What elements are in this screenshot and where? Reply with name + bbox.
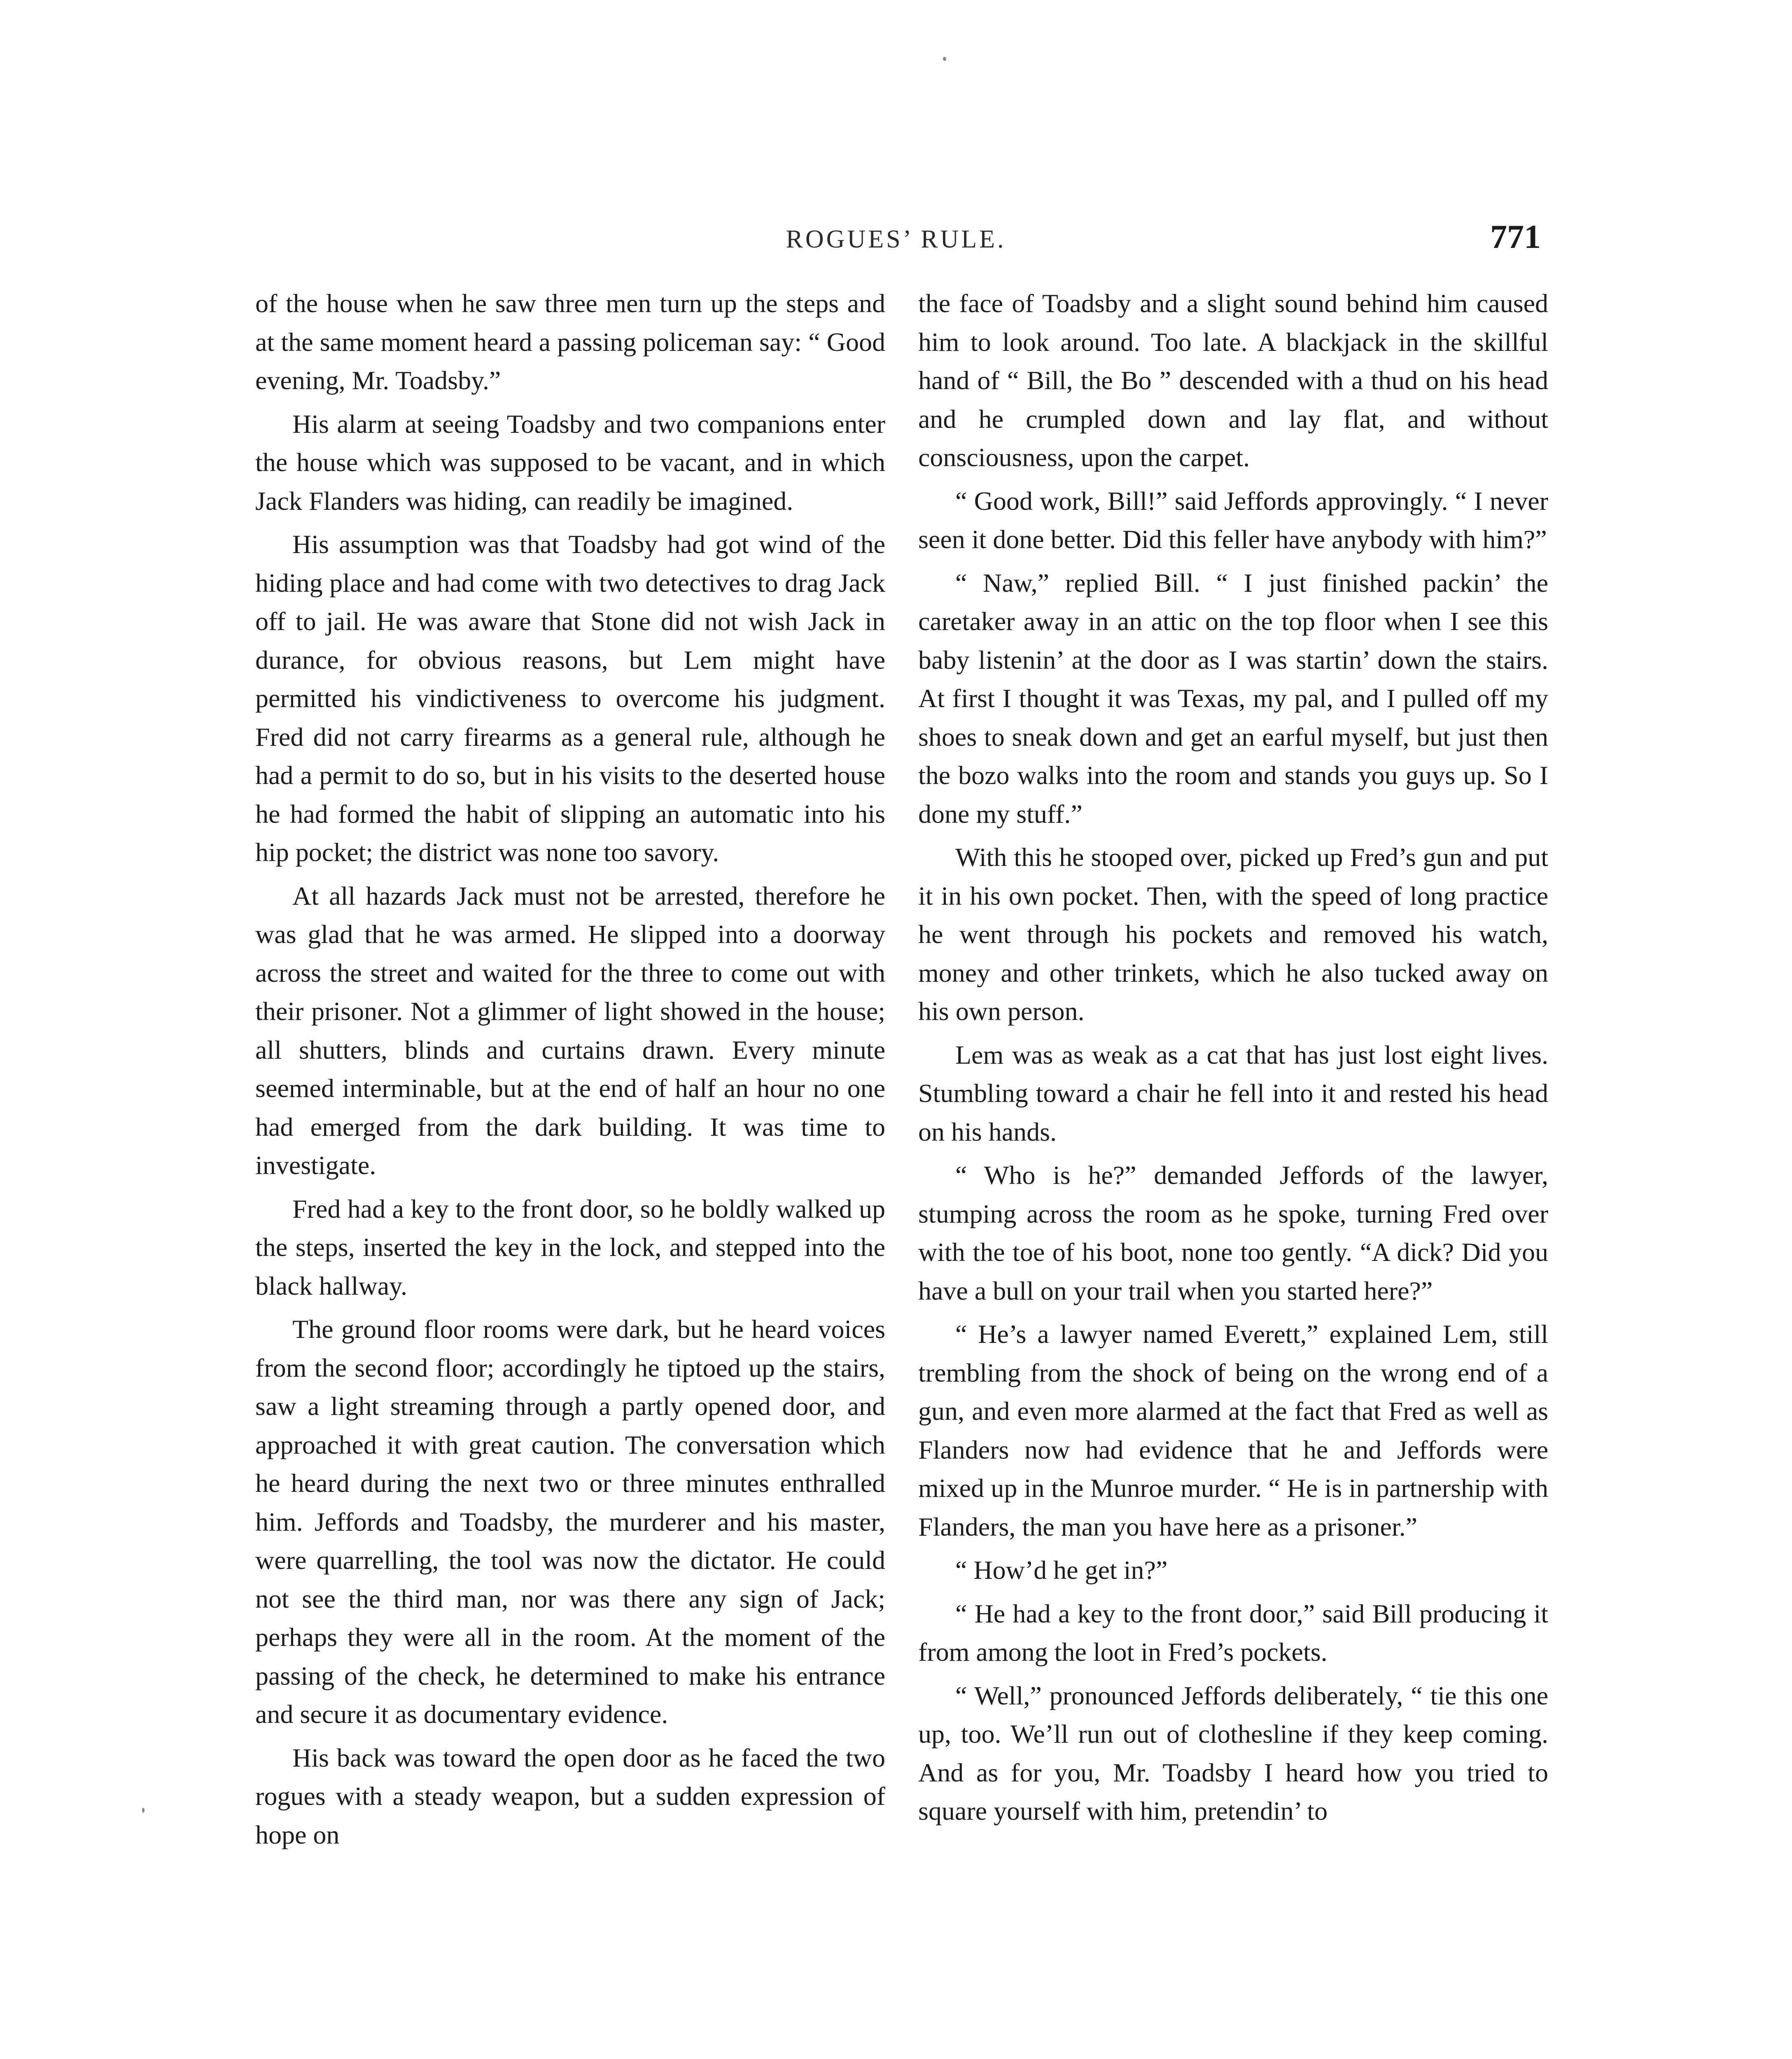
page-number: 771 — [1490, 218, 1541, 255]
paragraph: “ Who is he?” demanded Jeffords of the lawyer, stumping across the room as he spoke, turning Fred over with the toe of his boot, none too gently. “A dick? Did you have a bull on your trail when you started here?” — [918, 1160, 1548, 1305]
paragraph: Lem was as weak as a cat that has just lost eight lives. Stumbling toward a chair he fell into it and rested his head on his hands. — [918, 1040, 1548, 1146]
page-header — [0, 217, 1792, 263]
paragraph: “ Good work, Bill!” said Jeffords approvingly. “ I never seen it done better. Did this feller have anybody with him?” — [918, 486, 1548, 554]
paragraph: “ Naw,” replied Bill. “ I just finished packin’ the caretaker away in an attic on the top floor when I see this baby listenin’ at the door as I was startin’ down the stairs. At first I thought it was Texas, my pal, and I pulled off my shoes to sneak down and get an earful myself, but just then the bozo walks into the room and stands you guys up. So I done my stuff.” — [918, 568, 1548, 829]
scan-speck — [943, 57, 946, 61]
left-column — [255, 284, 885, 2059]
paragraph: “ He had a key to the front door,” said Bill producing it from among the loot in Fred’s pockets. — [918, 1599, 1548, 1667]
right-column — [918, 284, 1548, 2059]
paragraph: Fred had a key to the front door, so he boldly walked up the steps, inserted the key in the lock, and stepped into the black hallway. — [255, 1194, 885, 1300]
paragraph: His assumption was that Toadsby had got wind of the hiding place and had come with two detectives to drag Jack off to jail. He was aware that Stone did not wish Jack in durance, for obvious reasons, but Lem might have permitted his vindictiveness to overcome his judgment. Fred did not carry firearms as a general rule, although he had a permit to do so, but in his visits to the deserted house he had formed the habit of slipping an automatic into his hip pocket; the district was none too savory. — [255, 530, 885, 867]
paragraph: “ He’s a lawyer named Everett,” explained Lem, still trembling from the shock of being on the wrong end of a gun, and even more alarmed at the fact that Fred as well as Flanders now had evidence that he and Jeffords were mixed up in the Munroe murder. “ He is in partnership with Flanders, the man you have here as a prisoner.” — [918, 1319, 1548, 1541]
paragraph: the face of Toadsby and a slight sound behind him caused him to look around. Too late. A blackjack in the skillful hand of “ Bill, the Bo ” descended with a thud on his head and he crumpled down and lay flat, and without consciousness, upon the carpet. — [918, 289, 1548, 472]
scan-speck — [142, 1808, 145, 1813]
paragraph: His alarm at seeing Toadsby and two companions enter the house which was supposed to be vacant, and in which Jack Flanders was hiding, can readily be imagined. — [255, 409, 885, 516]
paragraph: of the house when he saw three men turn up the steps and at the same moment heard a passing policeman say: “ Good evening, Mr. Toadsby.” — [255, 289, 885, 395]
paragraph: The ground floor rooms were dark, but he heard voices from the second floor; accordingly he tiptoed up the stairs, saw a light streaming through a partly opened door, and approached it with great caution. The conversation which he heard during the next two or three minutes enthralled him. Jeffords and Toadsby, the murderer and his master, were quarrelling, the tool was now the dictator. He could not see the third man, nor was there any sign of Jack; perhaps they were all in the room. At the moment of the passing of the check, he determined to make his entrance and secure it as documentary evidence. — [255, 1314, 885, 1729]
paragraph: At all hazards Jack must not be arrested, therefore he was glad that he was armed. He slipped into a doorway across the street and waited for the three to come out with their prisoner. Not a glimmer of light showed in the house; all shutters, blinds and curtains drawn. Every minute seemed interminable, but at the end of half an hour no one had emerged from the dark building. It was time to investigate. — [255, 881, 885, 1180]
paragraph: “ Well,” pronounced Jeffords deliberately, “ tie this one up, too. We’ll run out of clothesline if they keep coming. And as for you, Mr. Toadsby I heard how you tried to square yourself with him, pretendin’ to — [918, 1681, 1548, 1826]
paragraph: With this he stooped over, picked up Fred’s gun and put it in his own pocket. Then, with the speed of long practice he went through his pockets and removed his watch, money and other trinkets, which he also tucked away on his own person. — [918, 843, 1548, 1026]
running-title: ROGUES’ RULE. — [786, 225, 1006, 253]
paragraph: His back was toward the open door as he faced the two rogues with a steady weapon, but a sudden expression of hope on — [255, 1743, 885, 1849]
paragraph: “ How’d he get in?” — [955, 1555, 1168, 1585]
